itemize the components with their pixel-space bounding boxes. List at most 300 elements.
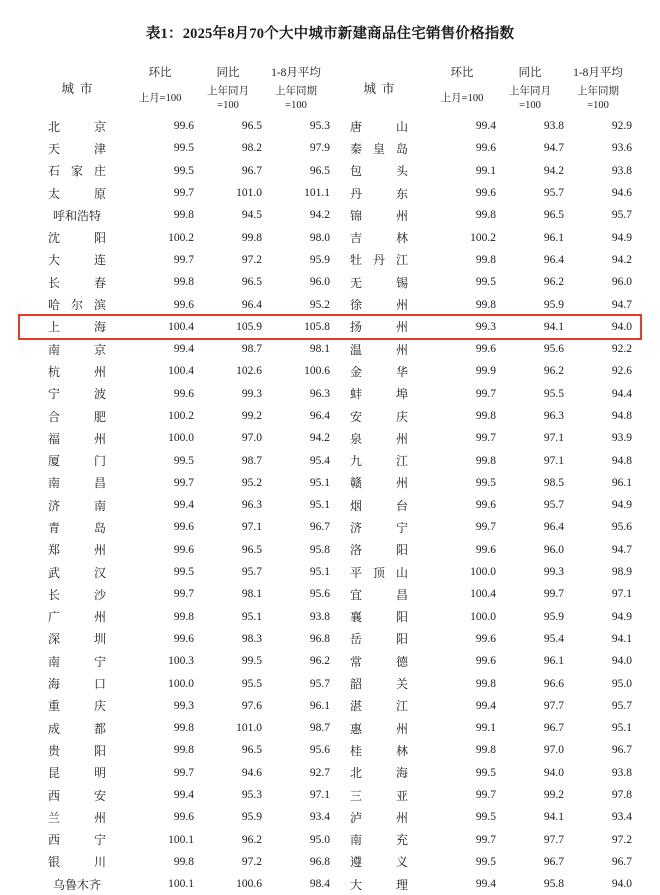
table-row bbox=[28, 762, 632, 784]
cell-city-right bbox=[330, 672, 428, 694]
cell-city-left bbox=[28, 739, 126, 761]
cell-yoy-right: 94.7 bbox=[543, 142, 564, 155]
cell-yoy-right: 96.4 bbox=[543, 521, 564, 534]
cell-city-right bbox=[330, 539, 428, 561]
city-name: 秦皇岛 bbox=[350, 141, 408, 156]
subheader-yoy-left bbox=[194, 82, 262, 115]
subheader-mom-right: 上月=100 bbox=[440, 92, 484, 104]
city-name: 遵义 bbox=[350, 855, 408, 870]
header-group-mom-left: 环比 bbox=[148, 66, 172, 79]
cell-mom-right: 99.6 bbox=[475, 655, 496, 668]
cell-avg-left: 92.7 bbox=[309, 766, 330, 779]
city-name: 西安 bbox=[48, 788, 106, 803]
city-name: 深圳 bbox=[48, 632, 106, 647]
city-name: 福州 bbox=[48, 431, 106, 446]
table-row bbox=[28, 137, 632, 159]
cell-city-right bbox=[330, 784, 428, 806]
cell-city-left bbox=[28, 360, 126, 382]
cell-mom-right: 99.7 bbox=[475, 789, 496, 802]
subheader-mom-left: 上月=100 bbox=[138, 92, 182, 104]
city-name: 贵阳 bbox=[48, 743, 106, 758]
cell-city-left bbox=[28, 851, 126, 873]
table-row bbox=[28, 851, 632, 873]
table-row bbox=[28, 739, 632, 761]
cell-avg-left: 95.7 bbox=[309, 677, 330, 690]
table-row bbox=[28, 204, 632, 226]
city-name: 惠州 bbox=[350, 721, 408, 736]
cell-mom-right: 99.1 bbox=[475, 722, 496, 735]
cell-yoy-right: 96.0 bbox=[543, 543, 564, 556]
cell-mom-right: 99.7 bbox=[475, 521, 496, 534]
table-row bbox=[28, 606, 632, 628]
table-row bbox=[28, 293, 632, 315]
cell-avg-left: 95.1 bbox=[309, 499, 330, 512]
table-row bbox=[28, 829, 632, 851]
cell-avg-right: 94.9 bbox=[611, 231, 632, 244]
cell-city-left bbox=[28, 784, 126, 806]
cell-city-right bbox=[330, 561, 428, 583]
cell-mom-right: 99.4 bbox=[475, 878, 496, 891]
cell-avg-left: 96.5 bbox=[309, 164, 330, 177]
table-row bbox=[28, 628, 632, 650]
cell-city-left bbox=[28, 271, 126, 293]
table-row bbox=[28, 516, 632, 538]
cell-yoy-left: 97.6 bbox=[241, 699, 262, 712]
cell-mom-right: 99.6 bbox=[475, 499, 496, 512]
cell-city-right bbox=[330, 762, 428, 784]
cell-city-right bbox=[330, 449, 428, 471]
cell-avg-right: 94.0 bbox=[611, 878, 632, 891]
cell-avg-left: 93.4 bbox=[309, 811, 330, 824]
cell-avg-right: 97.8 bbox=[611, 789, 632, 802]
cell-avg-left: 97.9 bbox=[309, 142, 330, 155]
city-name: 上海 bbox=[48, 320, 106, 335]
cell-city-left bbox=[28, 695, 126, 717]
cell-yoy-left: 97.2 bbox=[241, 855, 262, 868]
table-row bbox=[28, 360, 632, 382]
city-name: 杭州 bbox=[48, 364, 106, 379]
cell-yoy-left: 96.2 bbox=[241, 833, 262, 846]
city-name: 长沙 bbox=[48, 587, 106, 602]
cell-avg-left: 94.2 bbox=[309, 209, 330, 222]
cell-mom-right: 99.5 bbox=[475, 811, 496, 824]
table-row bbox=[28, 383, 632, 405]
cell-mom-left: 99.4 bbox=[173, 789, 194, 802]
cell-mom-left: 100.1 bbox=[168, 878, 194, 891]
cell-city-right bbox=[330, 405, 428, 427]
cell-mom-right: 99.3 bbox=[475, 320, 496, 333]
cell-yoy-left: 96.5 bbox=[241, 543, 262, 556]
cell-city-right bbox=[330, 717, 428, 739]
subheader-yoy-right bbox=[496, 82, 564, 115]
cell-avg-left: 95.8 bbox=[309, 543, 330, 556]
cell-avg-left: 95.6 bbox=[309, 744, 330, 757]
cell-yoy-left: 95.5 bbox=[241, 677, 262, 690]
cell-avg-right: 93.6 bbox=[611, 142, 632, 155]
cell-mom-left: 99.8 bbox=[173, 722, 194, 735]
cell-yoy-left: 96.7 bbox=[241, 164, 262, 177]
cell-avg-right: 95.1 bbox=[611, 722, 632, 735]
cell-yoy-right: 97.7 bbox=[543, 833, 564, 846]
cell-avg-right: 92.6 bbox=[611, 365, 632, 378]
cell-avg-left: 98.7 bbox=[309, 722, 330, 735]
cell-yoy-left: 94.6 bbox=[241, 766, 262, 779]
cell-avg-right: 93.9 bbox=[611, 432, 632, 445]
cell-city-left bbox=[28, 405, 126, 427]
cell-city-right bbox=[330, 695, 428, 717]
header-group-yoy-left: 同比 bbox=[216, 66, 240, 79]
cell-mom-left: 100.0 bbox=[168, 432, 194, 445]
cell-avg-left: 96.0 bbox=[309, 276, 330, 289]
cell-city-left bbox=[28, 873, 126, 895]
cell-city-right bbox=[330, 472, 428, 494]
cell-yoy-right: 96.2 bbox=[543, 365, 564, 378]
cell-yoy-right: 97.1 bbox=[543, 432, 564, 445]
cell-mom-left: 99.6 bbox=[173, 811, 194, 824]
cell-mom-left: 100.3 bbox=[168, 655, 194, 668]
cell-yoy-right: 94.1 bbox=[543, 811, 564, 824]
cell-avg-left: 95.1 bbox=[309, 476, 330, 489]
city-name: 烟台 bbox=[350, 498, 408, 513]
cell-city-left bbox=[28, 226, 126, 248]
city-name: 西宁 bbox=[48, 833, 106, 848]
cell-mom-left: 100.0 bbox=[168, 677, 194, 690]
cell-city-right bbox=[330, 650, 428, 672]
cell-avg-right: 94.4 bbox=[611, 387, 632, 400]
cell-avg-right: 96.0 bbox=[611, 276, 632, 289]
cell-yoy-right: 95.6 bbox=[543, 343, 564, 356]
cell-yoy-right: 95.4 bbox=[543, 632, 564, 645]
cell-avg-left: 96.4 bbox=[309, 410, 330, 422]
cell-city-right bbox=[330, 271, 428, 293]
cell-city-right bbox=[330, 204, 428, 226]
cell-avg-left: 96.1 bbox=[309, 699, 330, 712]
cell-mom-left: 99.7 bbox=[173, 766, 194, 779]
cell-mom-right: 99.4 bbox=[475, 699, 496, 712]
city-name: 大理 bbox=[350, 877, 408, 892]
cell-yoy-left: 96.4 bbox=[241, 298, 262, 311]
cell-mom-right: 99.9 bbox=[475, 365, 496, 378]
subheader-yoy-right-line2: =100 bbox=[519, 99, 541, 111]
city-name: 呼和浩特 bbox=[52, 208, 101, 223]
cell-mom-left: 99.4 bbox=[173, 499, 194, 512]
cell-mom-right: 99.6 bbox=[475, 142, 496, 155]
cell-avg-right: 98.9 bbox=[611, 566, 632, 579]
city-name: 合肥 bbox=[48, 409, 106, 424]
cell-mom-right: 99.8 bbox=[475, 410, 496, 422]
cell-avg-left: 95.0 bbox=[309, 833, 330, 846]
cell-yoy-right: 96.3 bbox=[543, 410, 564, 422]
cell-avg-right: 94.7 bbox=[611, 543, 632, 556]
cell-city-left bbox=[28, 806, 126, 828]
cell-mom-right: 99.6 bbox=[475, 543, 496, 556]
cell-yoy-right: 95.9 bbox=[543, 610, 564, 623]
cell-city-left bbox=[28, 182, 126, 204]
cell-mom-right: 100.0 bbox=[470, 566, 496, 579]
cell-avg-right: 94.2 bbox=[611, 253, 632, 266]
city-name: 成都 bbox=[48, 721, 106, 736]
cell-mom-right: 99.7 bbox=[475, 387, 496, 400]
cell-yoy-left: 99.8 bbox=[241, 231, 262, 244]
cell-avg-left: 96.7 bbox=[309, 521, 330, 534]
city-name: 岳阳 bbox=[350, 632, 408, 647]
cell-city-right bbox=[330, 494, 428, 516]
cell-city-right bbox=[330, 160, 428, 182]
cell-avg-left: 105.8 bbox=[304, 320, 330, 333]
subheader-avg-right bbox=[564, 82, 632, 115]
cell-avg-right: 94.1 bbox=[611, 632, 632, 645]
cell-yoy-right: 96.7 bbox=[543, 722, 564, 735]
city-name: 泉州 bbox=[350, 431, 408, 446]
cell-yoy-left: 95.2 bbox=[241, 476, 262, 489]
cell-city-left bbox=[28, 829, 126, 851]
cell-yoy-right: 96.2 bbox=[543, 276, 564, 289]
table-row bbox=[28, 806, 632, 828]
city-name: 唐山 bbox=[350, 119, 408, 134]
cell-city-left bbox=[28, 249, 126, 271]
city-name: 丹东 bbox=[350, 186, 408, 201]
cell-mom-left: 99.5 bbox=[173, 142, 194, 155]
cell-city-right bbox=[330, 360, 428, 382]
cell-city-right bbox=[330, 851, 428, 873]
city-name: 包头 bbox=[350, 164, 408, 179]
cell-city-left bbox=[28, 383, 126, 405]
cell-mom-right: 99.5 bbox=[475, 476, 496, 489]
cell-mom-right: 100.4 bbox=[470, 588, 496, 601]
table-row bbox=[28, 249, 632, 271]
table-row bbox=[28, 115, 632, 137]
cell-mom-right: 99.7 bbox=[475, 432, 496, 445]
city-name: 安庆 bbox=[350, 409, 408, 424]
cell-yoy-right: 97.7 bbox=[543, 699, 564, 712]
city-name: 厦门 bbox=[48, 454, 106, 469]
table-row bbox=[28, 873, 632, 895]
cell-mom-left: 99.8 bbox=[173, 855, 194, 868]
table-row bbox=[28, 695, 632, 717]
cell-avg-left: 95.3 bbox=[309, 120, 330, 133]
cell-mom-right: 99.4 bbox=[475, 120, 496, 133]
table-row bbox=[28, 316, 632, 338]
city-name: 宜昌 bbox=[350, 587, 408, 602]
cell-avg-left: 96.8 bbox=[309, 632, 330, 645]
subheader-yoy-right-line1: 上年同月 bbox=[509, 86, 551, 98]
city-name: 太原 bbox=[48, 186, 106, 201]
cell-city-left bbox=[28, 650, 126, 672]
cell-avg-right: 94.7 bbox=[611, 298, 632, 311]
table-row bbox=[28, 672, 632, 694]
cell-mom-left: 99.6 bbox=[173, 632, 194, 645]
city-name: 天津 bbox=[48, 141, 106, 156]
cell-yoy-left: 97.1 bbox=[241, 521, 262, 534]
cell-city-left bbox=[28, 583, 126, 605]
city-name: 温州 bbox=[350, 342, 408, 357]
cell-avg-left: 96.8 bbox=[309, 855, 330, 868]
city-name: 长春 bbox=[48, 275, 106, 290]
subheader-yoy-left-line2: =100 bbox=[217, 99, 239, 111]
cell-city-left bbox=[28, 717, 126, 739]
city-name: 三亚 bbox=[350, 788, 408, 803]
cell-yoy-left: 98.2 bbox=[241, 142, 262, 155]
city-name: 青岛 bbox=[48, 520, 106, 535]
table-row bbox=[28, 271, 632, 293]
city-name: 赣州 bbox=[350, 476, 408, 491]
cell-yoy-left: 101.0 bbox=[236, 722, 262, 735]
cell-mom-left: 99.5 bbox=[173, 454, 194, 467]
city-name: 徐州 bbox=[350, 298, 408, 313]
cell-city-left bbox=[28, 539, 126, 561]
cell-city-right bbox=[330, 226, 428, 248]
cell-mom-right: 99.7 bbox=[475, 833, 496, 846]
cell-city-right bbox=[330, 516, 428, 538]
table-row bbox=[28, 338, 632, 360]
cell-yoy-right: 94.1 bbox=[543, 320, 564, 333]
city-name: 银川 bbox=[48, 855, 106, 870]
cell-mom-right: 99.5 bbox=[475, 766, 496, 779]
subheader-avg-left-line1: 上年同期 bbox=[275, 86, 317, 98]
header-group-mom-right: 环比 bbox=[450, 66, 474, 79]
cell-avg-right: 96.7 bbox=[611, 855, 632, 868]
cell-yoy-left: 105.9 bbox=[236, 320, 262, 333]
cell-yoy-left: 95.9 bbox=[241, 811, 262, 824]
subheader-avg-left-line2: =100 bbox=[285, 99, 307, 111]
city-name: 武汉 bbox=[48, 565, 106, 580]
cell-yoy-right: 96.1 bbox=[543, 655, 564, 668]
cell-yoy-right: 94.0 bbox=[543, 766, 564, 779]
cell-avg-right: 94.0 bbox=[611, 655, 632, 668]
cell-mom-left: 99.8 bbox=[173, 209, 194, 222]
cell-avg-right: 97.2 bbox=[611, 833, 632, 846]
subheader-avg-right-line2: =100 bbox=[587, 99, 609, 111]
cell-mom-left: 100.2 bbox=[168, 231, 194, 244]
cell-city-left bbox=[28, 316, 126, 338]
cell-yoy-right: 95.7 bbox=[543, 187, 564, 200]
table-row bbox=[28, 561, 632, 583]
cell-city-right bbox=[330, 628, 428, 650]
cell-avg-left: 95.9 bbox=[309, 253, 330, 266]
table-row bbox=[28, 539, 632, 561]
cell-yoy-right: 99.7 bbox=[543, 588, 564, 601]
cell-yoy-left: 98.1 bbox=[241, 588, 262, 601]
city-name: 无锡 bbox=[350, 275, 408, 290]
cell-avg-left: 94.2 bbox=[309, 432, 330, 445]
cell-city-left bbox=[28, 160, 126, 182]
cell-mom-right: 99.8 bbox=[475, 454, 496, 467]
header-city-right: 城市 bbox=[363, 82, 401, 96]
city-name: 韶关 bbox=[350, 677, 408, 692]
cell-city-right bbox=[330, 739, 428, 761]
cell-avg-right: 96.1 bbox=[611, 476, 632, 489]
cell-city-right bbox=[330, 137, 428, 159]
city-name: 锦州 bbox=[350, 208, 408, 223]
cell-avg-left: 98.0 bbox=[309, 231, 330, 244]
city-name: 吉林 bbox=[350, 231, 408, 246]
city-name: 济宁 bbox=[350, 520, 408, 535]
cell-yoy-left: 95.1 bbox=[241, 610, 262, 623]
cell-yoy-right: 99.3 bbox=[543, 566, 564, 579]
cell-yoy-left: 96.5 bbox=[241, 744, 262, 757]
table-row bbox=[28, 427, 632, 449]
header-group-yoy-right: 同比 bbox=[518, 66, 542, 79]
cell-mom-right: 100.2 bbox=[470, 231, 496, 244]
cell-yoy-left: 95.3 bbox=[241, 789, 262, 802]
cell-avg-right: 94.9 bbox=[611, 610, 632, 623]
city-name: 南昌 bbox=[48, 476, 106, 491]
cell-yoy-left: 102.6 bbox=[236, 365, 262, 378]
table-row bbox=[28, 717, 632, 739]
cell-yoy-right: 96.4 bbox=[543, 253, 564, 266]
city-name: 常德 bbox=[350, 654, 408, 669]
city-name: 郑州 bbox=[48, 543, 106, 558]
cell-avg-left: 95.4 bbox=[309, 454, 330, 467]
city-name: 哈尔滨 bbox=[48, 298, 106, 313]
cell-yoy-left: 98.7 bbox=[241, 454, 262, 467]
cell-avg-right: 95.0 bbox=[611, 677, 632, 690]
cell-mom-right: 99.8 bbox=[475, 744, 496, 757]
cell-mom-left: 99.7 bbox=[173, 476, 194, 489]
city-name: 南充 bbox=[350, 833, 408, 848]
cell-city-left bbox=[28, 293, 126, 315]
city-name: 乌鲁木齐 bbox=[52, 877, 101, 892]
cell-yoy-right: 96.1 bbox=[543, 231, 564, 244]
cell-city-right bbox=[330, 873, 428, 895]
cell-city-left bbox=[28, 606, 126, 628]
cell-yoy-left: 99.5 bbox=[241, 655, 262, 668]
cell-yoy-left: 99.3 bbox=[241, 387, 262, 400]
cell-mom-left: 99.6 bbox=[173, 387, 194, 400]
city-name: 重庆 bbox=[48, 699, 106, 714]
city-name: 平顶山 bbox=[350, 565, 408, 580]
city-name: 南京 bbox=[48, 342, 106, 357]
cell-city-right bbox=[330, 427, 428, 449]
city-name: 济南 bbox=[48, 498, 106, 513]
cell-yoy-left: 99.2 bbox=[241, 410, 262, 422]
cell-city-left bbox=[28, 561, 126, 583]
city-name: 石家庄 bbox=[48, 164, 106, 179]
table-row bbox=[28, 182, 632, 204]
cell-city-left bbox=[28, 494, 126, 516]
cell-yoy-right: 98.5 bbox=[543, 476, 564, 489]
city-name: 大连 bbox=[48, 253, 106, 268]
table-row bbox=[28, 226, 632, 248]
cell-avg-right: 93.8 bbox=[611, 164, 632, 177]
cell-mom-right: 99.6 bbox=[475, 632, 496, 645]
cell-mom-right: 99.6 bbox=[475, 187, 496, 200]
cell-avg-right: 94.0 bbox=[611, 320, 632, 333]
cell-avg-right: 94.8 bbox=[611, 410, 632, 422]
cell-city-right bbox=[330, 829, 428, 851]
cell-avg-left: 95.2 bbox=[309, 298, 330, 311]
cell-mom-right: 99.8 bbox=[475, 209, 496, 222]
price-index-table bbox=[28, 61, 632, 895]
cell-avg-left: 95.6 bbox=[309, 588, 330, 601]
cell-mom-left: 99.7 bbox=[173, 253, 194, 266]
cell-mom-left: 99.3 bbox=[173, 699, 194, 712]
subheader-yoy-left-line1: 上年同月 bbox=[207, 86, 249, 98]
city-name: 宁波 bbox=[48, 387, 106, 402]
cell-mom-right: 99.8 bbox=[475, 677, 496, 690]
cell-mom-left: 99.4 bbox=[173, 343, 194, 356]
city-name: 海口 bbox=[48, 677, 106, 692]
page-title: 表1：2025年8月70个大中城市新建商品住宅销售价格指数 bbox=[145, 26, 515, 42]
table-body bbox=[28, 115, 632, 895]
city-name: 蚌埠 bbox=[350, 387, 408, 402]
cell-avg-left: 96.3 bbox=[309, 387, 330, 400]
cell-avg-left: 101.1 bbox=[304, 187, 330, 200]
cell-avg-right: 97.1 bbox=[611, 588, 632, 601]
cell-mom-right: 99.8 bbox=[475, 298, 496, 311]
cell-city-left bbox=[28, 672, 126, 694]
cell-avg-right: 95.7 bbox=[611, 209, 632, 222]
